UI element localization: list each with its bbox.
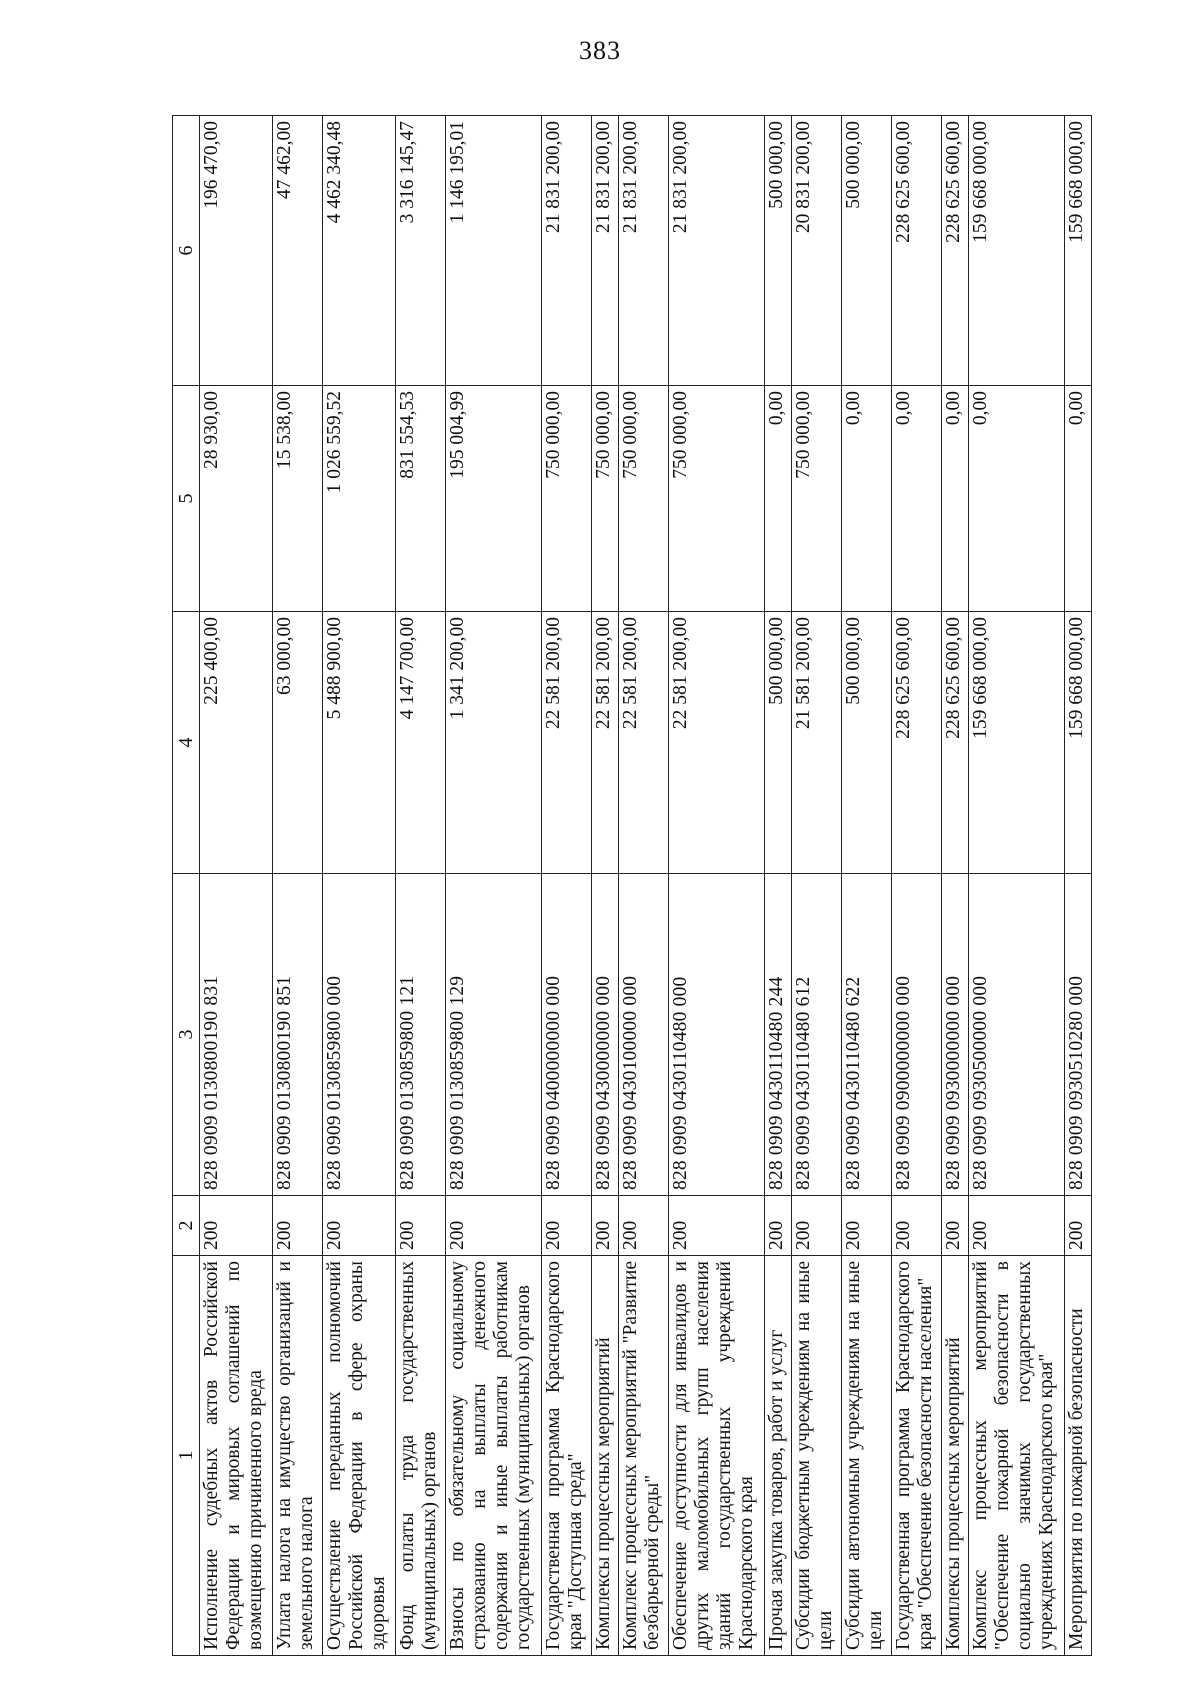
row-col4-cell: 63 000,00: [273, 612, 323, 874]
row-group-cell: 200: [669, 1196, 765, 1256]
row-code-cell: 828 0909 0430110480 622: [841, 874, 891, 1196]
row-code-cell: 828 0909 0930500000 000: [969, 874, 1065, 1196]
row-col5-cell: 28 930,00: [200, 386, 273, 612]
row-col4-cell: 5 488 900,00: [323, 612, 396, 874]
row-code-cell: 828 0909 0430110480 612: [791, 874, 841, 1196]
row-name-cell: Государственная программа Краснодарского края "Обеспечение безопасности населения": [891, 1256, 941, 1656]
table-row: [396, 116, 446, 1656]
page-number: 383: [579, 36, 621, 65]
row-code-cell: 828 0909 0930510280 000: [1064, 874, 1091, 1196]
row-code-cell: 828 0909 0130859800 121: [396, 874, 446, 1196]
table-row: [273, 116, 323, 1656]
row-code-cell: 828 0909 0430110480 244: [764, 874, 791, 1196]
row-col4-cell: 21 581 200,00: [791, 612, 841, 874]
header-col-4: 4: [173, 612, 200, 874]
row-name-cell: Комплекс процессных мероприятий "Обеспечение пожарной безопасности в социально значимых государственных учреждениях Краснодарского края": [969, 1256, 1065, 1656]
row-col6-cell: 21 831 200,00: [619, 116, 669, 386]
header-col-5: 5: [173, 386, 200, 612]
row-col4-cell: 159 668 000,00: [969, 612, 1065, 874]
header-col-3: 3: [173, 874, 200, 1196]
row-col5-cell: 750 000,00: [669, 386, 765, 612]
row-col6-cell: 21 831 200,00: [541, 116, 591, 386]
row-col5-cell: 15 538,00: [273, 386, 323, 612]
row-name-cell: Уплата налога на имущество организаций и земельного налога: [273, 1256, 323, 1656]
row-col6-cell: 47 462,00: [273, 116, 323, 386]
row-group-cell: 200: [841, 1196, 891, 1256]
row-name-cell: Обеспечение доступности для инвалидов и других маломобильных групп населения зданий государственных учреждений Краснодарского края: [669, 1256, 765, 1656]
row-code-cell: 828 0909 0900000000 000: [891, 874, 941, 1196]
row-col4-cell: 500 000,00: [841, 612, 891, 874]
row-col4-cell: 159 668 000,00: [1064, 612, 1091, 874]
row-name-cell: Взносы по обязательному социальному страхованию на выплаты денежного содержания и иные выплаты работникам государственных (муниципальных) органов: [446, 1256, 542, 1656]
table-frame: [172, 116, 1092, 1656]
row-col5-cell: 195 004,99: [446, 386, 542, 612]
table-row: [669, 116, 765, 1656]
table-row: [323, 116, 396, 1656]
table-row: [891, 116, 941, 1656]
table-header-row: [173, 116, 200, 1656]
row-code-cell: 828 0909 0130800190 851: [273, 874, 323, 1196]
table-row: [791, 116, 841, 1656]
row-col4-cell: 22 581 200,00: [541, 612, 591, 874]
row-col5-cell: 0,00: [841, 386, 891, 612]
table-row: [541, 116, 591, 1656]
row-col5-cell: 0,00: [1064, 386, 1091, 612]
row-name-cell: Государственная программа Краснодарского края "Доступная среда": [541, 1256, 591, 1656]
table-row: [764, 116, 791, 1656]
row-code-cell: 828 0909 0430110480 000: [669, 874, 765, 1196]
table-row: [446, 116, 542, 1656]
row-col6-cell: 1 146 195,01: [446, 116, 542, 386]
row-name-cell: Субсидии автономным учреждениям на иные цели: [841, 1256, 891, 1656]
row-col6-cell: 4 462 340,48: [323, 116, 396, 386]
row-col4-cell: 22 581 200,00: [591, 612, 618, 874]
row-code-cell: 828 0909 0130800190 831: [200, 874, 273, 1196]
row-col4-cell: 1 341 200,00: [446, 612, 542, 874]
row-group-cell: 200: [200, 1196, 273, 1256]
row-col5-cell: 0,00: [941, 386, 968, 612]
row-col4-cell: 22 581 200,00: [669, 612, 765, 874]
row-name-cell: Прочая закупка товаров, работ и услуг: [764, 1256, 791, 1656]
row-col4-cell: 228 625 600,00: [891, 612, 941, 874]
row-col5-cell: 0,00: [764, 386, 791, 612]
row-group-cell: 200: [446, 1196, 542, 1256]
row-col5-cell: 750 000,00: [791, 386, 841, 612]
row-col5-cell: 0,00: [891, 386, 941, 612]
row-col4-cell: 225 400,00: [200, 612, 273, 874]
row-group-cell: 200: [273, 1196, 323, 1256]
row-col6-cell: 228 625 600,00: [941, 116, 968, 386]
row-col6-cell: 21 831 200,00: [669, 116, 765, 386]
row-col5-cell: 831 554,53: [396, 386, 446, 612]
row-group-cell: 200: [396, 1196, 446, 1256]
row-code-cell: 828 0909 0130859800 000: [323, 874, 396, 1196]
row-col6-cell: 159 668 000,00: [1064, 116, 1091, 386]
row-group-cell: 200: [791, 1196, 841, 1256]
row-col5-cell: 0,00: [969, 386, 1065, 612]
row-col6-cell: 159 668 000,00: [969, 116, 1065, 386]
row-name-cell: Субсидии бюджетным учреждениям на иные цели: [791, 1256, 841, 1656]
row-col6-cell: 500 000,00: [764, 116, 791, 386]
row-group-cell: 200: [941, 1196, 968, 1256]
header-col-6: 6: [173, 116, 200, 386]
table-body: [200, 116, 1092, 1656]
row-group-cell: 200: [891, 1196, 941, 1256]
row-name-cell: Комплексы процессных мероприятий: [941, 1256, 968, 1656]
row-col5-cell: 750 000,00: [619, 386, 669, 612]
row-code-cell: 828 0909 0430100000 000: [619, 874, 669, 1196]
row-group-cell: 200: [541, 1196, 591, 1256]
table-row: [1064, 116, 1091, 1656]
row-col4-cell: 4 147 700,00: [396, 612, 446, 874]
row-col6-cell: 196 470,00: [200, 116, 273, 386]
row-name-cell: Комплекс процессных мероприятий "Развитие безбарьерной среды": [619, 1256, 669, 1656]
row-col5-cell: 1 026 559,52: [323, 386, 396, 612]
row-group-cell: 200: [764, 1196, 791, 1256]
row-col4-cell: 500 000,00: [764, 612, 791, 874]
row-col5-cell: 750 000,00: [541, 386, 591, 612]
row-code-cell: 828 0909 0930000000 000: [941, 874, 968, 1196]
row-name-cell: Исполнение судебных актов Российской Федерации и мировых соглашений по возмещению причиненного вреда: [200, 1256, 273, 1656]
table-row: [969, 116, 1065, 1656]
row-col5-cell: 750 000,00: [591, 386, 618, 612]
row-group-cell: 200: [969, 1196, 1065, 1256]
row-name-cell: Фонд оплаты труда государственных (муниципальных) органов: [396, 1256, 446, 1656]
budget-table: [172, 115, 1092, 1656]
row-group-cell: 200: [1064, 1196, 1091, 1256]
header-col-2: 2: [173, 1196, 200, 1256]
row-col4-cell: 22 581 200,00: [619, 612, 669, 874]
row-name-cell: Мероприятия по пожарной безопасности: [1064, 1256, 1091, 1656]
rotated-table-container: [172, 116, 1092, 1656]
row-name-cell: Осуществление переданных полномочий Российской Федерации в сфере охраны здоровья: [323, 1256, 396, 1656]
table-row: [200, 116, 273, 1656]
table-row: [941, 116, 968, 1656]
row-col6-cell: 21 831 200,00: [591, 116, 618, 386]
row-col6-cell: 20 831 200,00: [791, 116, 841, 386]
table-row: [591, 116, 618, 1656]
table-row: [619, 116, 669, 1656]
row-group-cell: 200: [619, 1196, 669, 1256]
row-code-cell: 828 0909 0400000000 000: [541, 874, 591, 1196]
header-col-1: 1: [173, 1256, 200, 1656]
row-col6-cell: 500 000,00: [841, 116, 891, 386]
table-row: [841, 116, 891, 1656]
row-group-cell: 200: [591, 1196, 618, 1256]
row-code-cell: 828 0909 0130859800 129: [446, 874, 542, 1196]
row-group-cell: 200: [323, 1196, 396, 1256]
row-col6-cell: 3 316 145,47: [396, 116, 446, 386]
row-col4-cell: 228 625 600,00: [941, 612, 968, 874]
row-col6-cell: 228 625 600,00: [891, 116, 941, 386]
row-code-cell: 828 0909 0430000000 000: [591, 874, 618, 1196]
row-name-cell: Комплексы процессных мероприятий: [591, 1256, 618, 1656]
